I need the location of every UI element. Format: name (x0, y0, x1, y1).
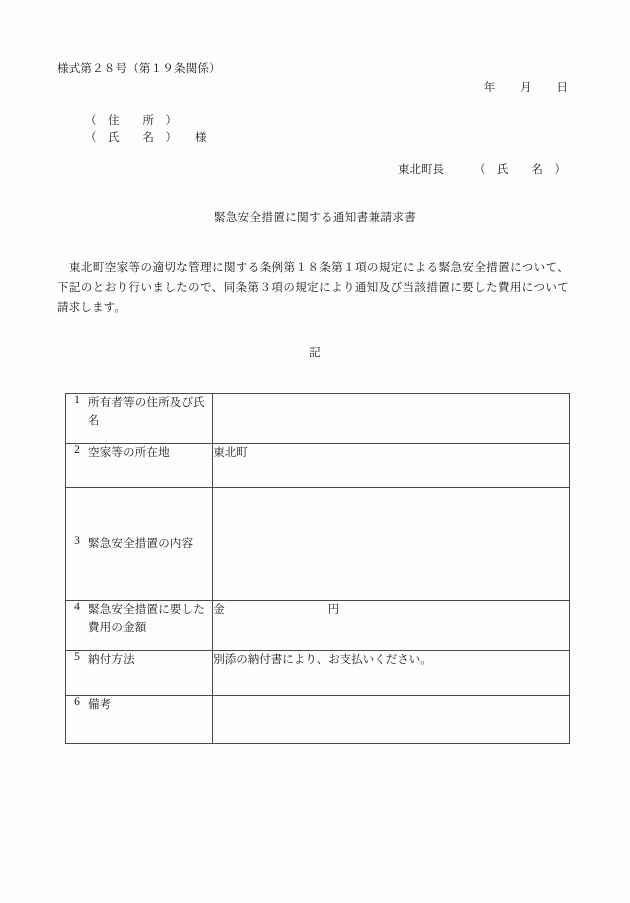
row-label: 緊急安全措置に要した費用の金額 (88, 604, 205, 634)
table-row (66, 601, 570, 651)
document-title: 緊急安全措置に関する通知書兼請求書 (213, 212, 417, 224)
addressee-honorific: 様 (195, 132, 207, 144)
table-row (66, 394, 570, 444)
row-value-cell[interactable] (213, 601, 570, 651)
addressee-block (85, 113, 207, 147)
amount-prefix: 金 (213, 604, 225, 616)
row-value-cell[interactable] (213, 696, 570, 744)
row-label: 緊急安全措置の内容 (88, 538, 194, 550)
row-number: 6 (74, 696, 80, 708)
date-month-label: 月 (520, 82, 532, 94)
row-value-cell[interactable] (213, 394, 570, 444)
row-label-cell (66, 601, 213, 651)
table-row (66, 444, 570, 488)
date-day-label: 日 (556, 82, 568, 94)
addressee-address-line: （ 住 所 ） (85, 115, 177, 127)
issuer-block (398, 162, 566, 178)
amount-field[interactable] (213, 601, 569, 619)
row-label: 納付方法 (88, 654, 135, 666)
row-label: 備考 (88, 699, 112, 711)
table-row (66, 488, 570, 601)
form-table (65, 393, 570, 744)
addressee-name-line (85, 130, 207, 147)
row-number: 5 (74, 651, 80, 663)
row-label-cell (66, 696, 213, 744)
row-label-cell (66, 394, 213, 444)
row-label: 空家等の所在地 (88, 447, 170, 459)
table-row (66, 651, 570, 696)
form-number: 様式第２８号（第１９条関係） (57, 63, 221, 75)
row-number: 1 (74, 394, 80, 406)
issuer-name-placeholder: （ 氏 名 ） (474, 164, 566, 176)
table-row (66, 696, 570, 744)
row-number: 3 (74, 535, 80, 547)
issuer-title: 東北町長 (398, 164, 444, 176)
row-label-cell (66, 444, 213, 488)
date-line (484, 80, 568, 96)
row-number: 4 (74, 601, 80, 613)
row-value-cell[interactable]: 東北町 (213, 444, 570, 488)
row-value-cell[interactable]: 別添の納付書により、お支払いください。 (213, 651, 570, 696)
row-number: 2 (74, 444, 80, 456)
body-paragraph: 東北町空家等の適切な管理に関する条例第１８条第１項の規定による緊急安全措置について、下記のとおり行いましたので、同条第３項の規定により通知及び当該措置に要した費用について請求します。 (57, 262, 569, 314)
addressee-name-placeholder: （ 氏 名 ） (85, 132, 177, 144)
amount-unit: 円 (327, 604, 340, 616)
row-label: 所有者等の住所及び氏名 (88, 397, 205, 427)
ki-mark: 記 (309, 347, 321, 359)
date-year-label: 年 (483, 82, 496, 94)
row-label-cell (66, 488, 213, 601)
row-value-cell[interactable] (213, 488, 570, 601)
row-label-cell (66, 651, 213, 696)
